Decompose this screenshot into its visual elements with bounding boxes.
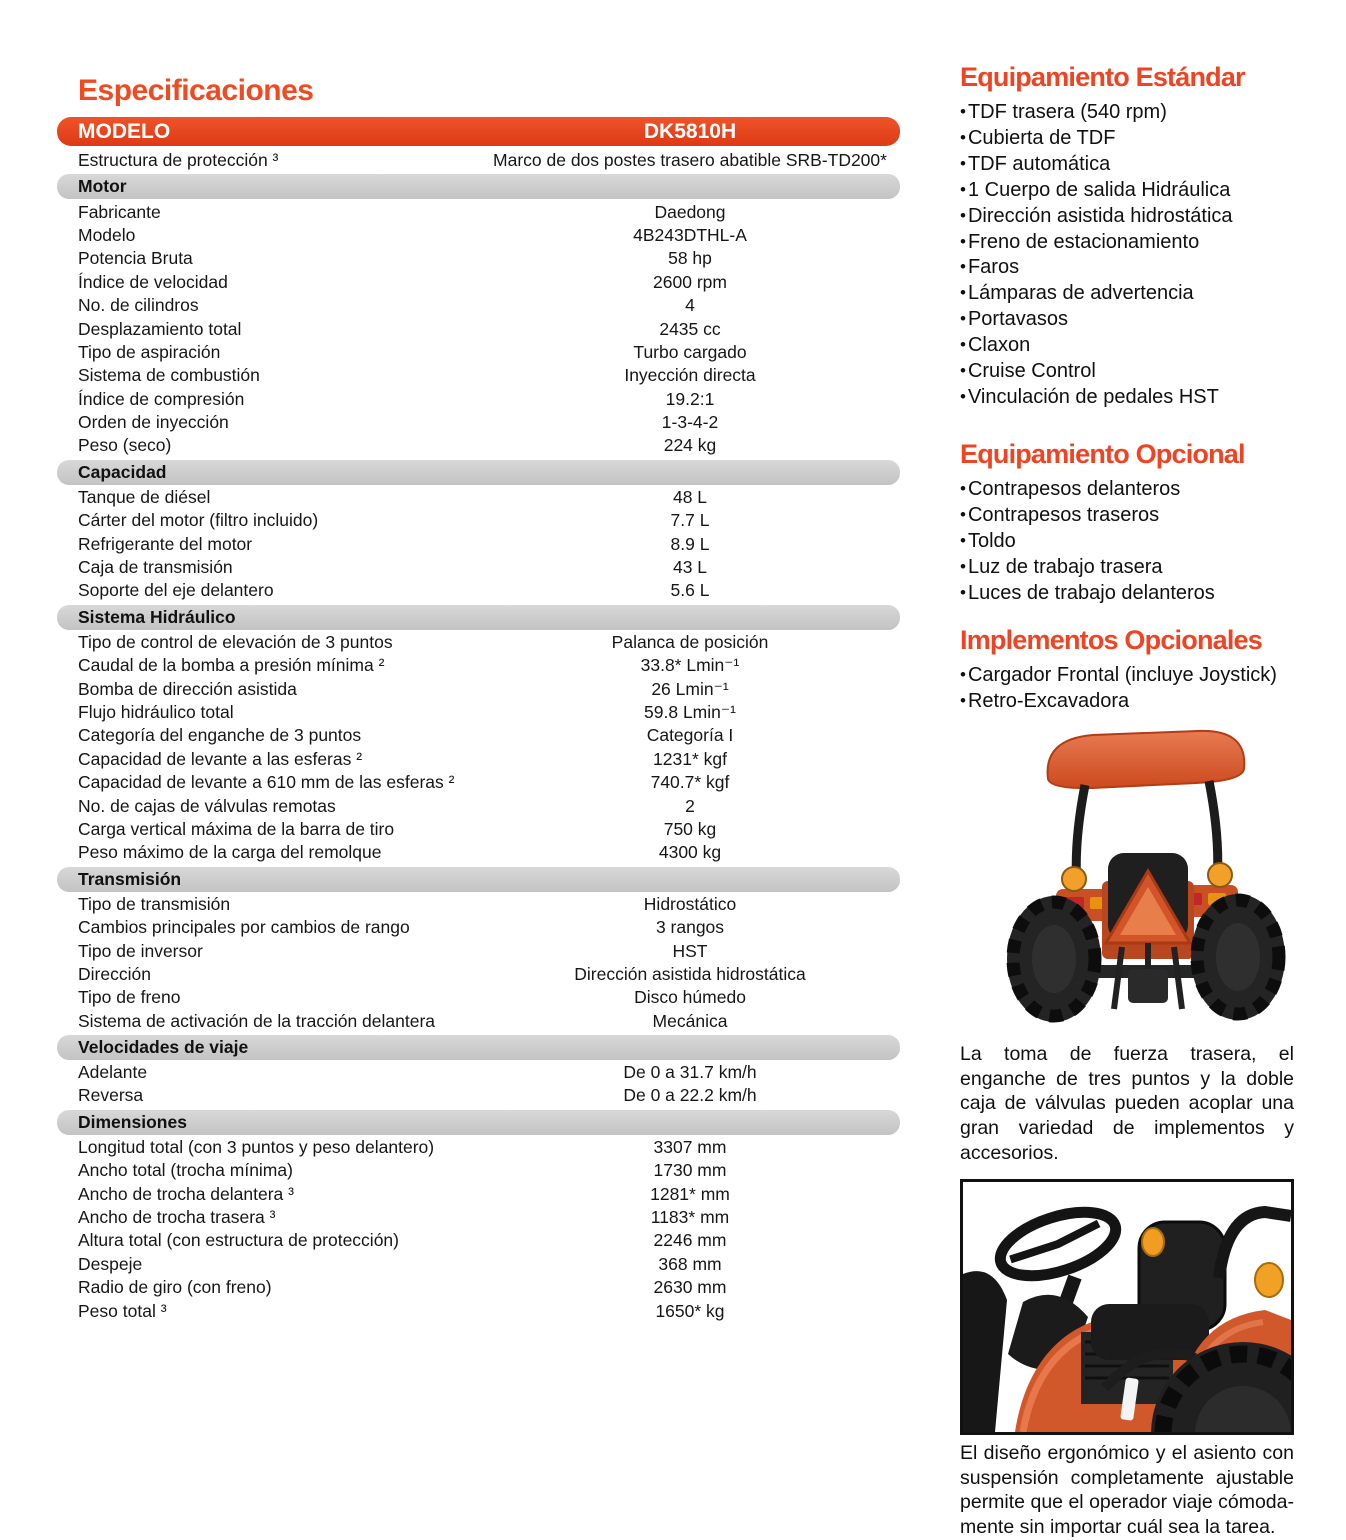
spec-value: 4B243DTHL-A [633, 224, 747, 245]
spec-row [57, 841, 900, 864]
spec-value: Hidrostático [643, 893, 737, 914]
spec-value: 26 Lmin⁻¹ [651, 678, 729, 699]
spec-row [57, 1182, 900, 1205]
list-item: • 1 Cuerpo de salida Hidráulica [960, 178, 1294, 204]
rear-tire-left [1007, 896, 1101, 1022]
spec-label: Dirección [78, 963, 151, 984]
spec-label: Ancho total (trocha mínima) [78, 1160, 293, 1181]
spec-label: Ancho de trocha delantera ³ [78, 1183, 294, 1204]
spec-row [57, 1229, 900, 1252]
spec-label: Bomba de dirección asistida [78, 678, 297, 699]
spec-label: Capacidad de levante a 610 mm de las esferas ² [78, 772, 455, 793]
spec-row [57, 271, 900, 294]
spec-value: 2 [685, 795, 695, 816]
spec-value: 48 L [672, 486, 708, 507]
list-item: • Contrapesos traseros [960, 503, 1294, 529]
spec-label: Modelo [78, 224, 136, 245]
spec-row [57, 986, 900, 1009]
spec-row [57, 149, 900, 172]
spec-label: Desplazamiento total [78, 318, 242, 339]
spec-row [57, 224, 900, 247]
spec-row [57, 1136, 900, 1159]
spec-label: Fabricante [78, 201, 161, 222]
spacer [960, 411, 1294, 439]
spec-label: Índice de compresión [78, 388, 245, 409]
spec-label: Índice de velocidad [78, 271, 228, 292]
spec-row [57, 1159, 900, 1182]
tractor-rear-view-image [998, 721, 1293, 1023]
spec-label: Reversa [78, 1085, 144, 1106]
spec-value: 2600 rpm [653, 271, 727, 292]
amber-light-right [1208, 863, 1232, 887]
spec-label: Potencia Bruta [78, 248, 193, 269]
standard-equipment-list [960, 100, 1294, 411]
section-header: Velocidades de viaje [57, 1035, 900, 1060]
model-header-label: MODELO [78, 119, 171, 143]
spec-label: Cárter del motor (filtro incluido) [78, 510, 319, 531]
section-header: Sistema Hidráulico [57, 605, 900, 630]
spec-label: Soporte del eje delantero [78, 580, 274, 601]
spec-value: 1231* kgf [653, 748, 727, 769]
list-item: • Lámparas de advertencia [960, 281, 1294, 307]
spec-value: 4 [685, 295, 695, 316]
spec-row [57, 916, 900, 939]
caption-seat: El diseño ergonómico y el asiento con suspensión completamente ajustable permite que el operador viaje cómoda- mente sin importar cuál sea la tarea. [960, 1442, 1294, 1538]
spec-label: Longitud total (con 3 puntos y peso delantero) [78, 1136, 435, 1157]
optional-implements-title: Implementos Opcionales [960, 625, 1262, 656]
list-item: • Retro-Excavadora [960, 689, 1294, 715]
spec-row [57, 247, 900, 270]
list-item: • Cruise Control [960, 359, 1294, 385]
spec-value: 2246 mm [653, 1230, 727, 1251]
amber-light-outer [1255, 1263, 1283, 1297]
spec-value: 43 L [672, 557, 708, 578]
spec-label: Adelante [78, 1062, 148, 1083]
spec-row [57, 388, 900, 411]
spec-value: 58 hp [668, 248, 712, 269]
list-item: • Luz de trabajo trasera [960, 555, 1294, 581]
spec-value: 3 rangos [655, 917, 725, 938]
spec-value: Daedong [654, 201, 726, 222]
list-item: • TDF automática [960, 152, 1294, 178]
spec-value: 224 kg [663, 435, 717, 456]
spec-value: 19.2:1 [665, 388, 715, 409]
spec-value: 4300 kg [658, 842, 722, 863]
list-item: • Dirección asistida hidrostática [960, 204, 1294, 230]
spec-row [57, 294, 900, 317]
spec-value: Categoría I [646, 725, 734, 746]
spec-row [57, 486, 900, 509]
spec-value: 1650* kg [655, 1300, 725, 1321]
list-item: • Claxon [960, 333, 1294, 359]
spec-value: 2435 cc [659, 318, 721, 339]
spec-value: De 0 a 31.7 km/h [623, 1062, 757, 1083]
sidebar [960, 62, 1294, 1540]
spec-value: 368 mm [658, 1253, 722, 1274]
spec-value: 1-3-4-2 [661, 412, 719, 433]
spec-label: No. de cajas de válvulas remotas [78, 795, 336, 816]
optional-implements-list [960, 663, 1294, 715]
spec-row [57, 724, 900, 747]
amber-light-inner [1142, 1228, 1164, 1256]
spec-label: Carga vertical máxima de la barra de tiro [78, 818, 395, 839]
spec-row [57, 556, 900, 579]
spec-value: HST [672, 940, 708, 961]
spec-label: Peso (seco) [78, 435, 172, 456]
model-header-bar [57, 117, 900, 146]
list-item: • Freno de estacionamiento [960, 230, 1294, 256]
section-header: Motor [57, 174, 900, 199]
spec-value: De 0 a 22.2 km/h [623, 1085, 757, 1106]
section-header: Transmisión [57, 867, 900, 892]
spec-table [57, 149, 900, 1323]
spec-label: Tipo de inversor [78, 940, 203, 961]
spec-label: Caudal de la bomba a presión mínima ² [78, 655, 385, 676]
spec-label: Tipo de transmisión [78, 893, 231, 914]
spec-value: Mecánica [652, 1010, 728, 1031]
caption-hitch: La toma de fuerza trasera, el enganche de tres puntos y la doble caja de válvulas pueden acoplar una gran variedad de implementos y accesorios. [960, 1043, 1294, 1164]
spec-row [57, 579, 900, 602]
spec-row [57, 818, 900, 841]
spec-row [57, 411, 900, 434]
page-title: Especificaciones [78, 74, 314, 107]
list-item: • Luces de trabajo delanteros [960, 581, 1294, 607]
rear-tire-right [1191, 894, 1285, 1020]
spec-label: Peso total ³ [78, 1300, 167, 1321]
spec-row [57, 434, 900, 457]
spec-value: 1730 mm [653, 1160, 727, 1181]
spec-label: Cambios principales por cambios de rango [78, 917, 410, 938]
spec-value: Palanca de posición [611, 631, 769, 652]
spec-row [57, 1253, 900, 1276]
spec-label: Estructura de protección ³ [78, 150, 279, 171]
list-item: • Cubierta de TDF [960, 126, 1294, 152]
spec-value: 2630 mm [653, 1277, 727, 1298]
amber-light-left [1062, 867, 1086, 891]
spec-sheet [57, 74, 900, 1323]
spec-value: 750 kg [663, 818, 717, 839]
spec-label: Despeje [78, 1253, 143, 1274]
spec-label: Categoría del enganche de 3 puntos [78, 725, 362, 746]
spec-row [57, 1299, 900, 1322]
spec-row [57, 794, 900, 817]
spec-label: Ancho de trocha trasera ³ [78, 1207, 276, 1228]
spec-row [57, 939, 900, 962]
spec-value: 1183* mm [650, 1207, 730, 1228]
list-item: • Toldo [960, 529, 1294, 555]
spec-label: Radio de giro (con freno) [78, 1277, 272, 1298]
spec-value: Marco de dos postes trasero abatible SRB-TD200* [493, 150, 887, 171]
list-item: • Cargador Frontal (incluye Joystick) [960, 663, 1294, 689]
spec-value: 5.6 L [670, 580, 710, 601]
spec-row [57, 1010, 900, 1033]
spec-value: Inyección directa [624, 365, 756, 386]
spec-label: Orden de inyección [78, 412, 229, 433]
optional-equipment-title: Equipamiento Opcional [960, 438, 1245, 469]
spec-row [57, 677, 900, 700]
spec-row [57, 771, 900, 794]
spec-row [57, 341, 900, 364]
spec-value: 740.7* kgf [650, 772, 730, 793]
spec-row [57, 1084, 900, 1107]
spec-label: No. de cilindros [78, 295, 199, 316]
spec-row [57, 963, 900, 986]
spec-row [57, 654, 900, 677]
spec-value: Disco húmedo [634, 987, 746, 1008]
spec-label: Peso máximo de la carga del remolque [78, 842, 382, 863]
spec-label: Caja de transmisión [78, 557, 233, 578]
spec-value: 33.8* Lmin⁻¹ [640, 655, 740, 676]
spec-value: 59.8 Lmin⁻¹ [644, 702, 736, 722]
spec-row [57, 200, 900, 223]
spec-row [57, 532, 900, 555]
spec-row [57, 1206, 900, 1229]
section-header: Dimensiones [57, 1110, 900, 1135]
spec-label: Tanque de diésel [78, 486, 211, 507]
spec-label: Sistema de activación de la tracción delantera [78, 1010, 436, 1031]
spec-row [57, 509, 900, 532]
spec-value: 7.7 L [670, 510, 710, 531]
spec-label: Tipo de freno [78, 987, 181, 1008]
section-header: Capacidad [57, 460, 900, 485]
standard-equipment-title: Equipamiento Estándar [960, 62, 1245, 92]
spec-label: Sistema de combustión [78, 365, 260, 386]
list-item: • TDF trasera (540 rpm) [960, 100, 1294, 126]
optional-equipment-list [960, 477, 1294, 607]
spec-value: Dirección asistida hidrostática [574, 963, 806, 984]
operator-seat-image [963, 1182, 1291, 1432]
spec-row [57, 1061, 900, 1084]
model-header-value: DK5810H [643, 119, 737, 143]
spec-value: 8.9 L [670, 533, 710, 554]
spec-value: Turbo cargado [633, 341, 747, 362]
spec-row [57, 631, 900, 654]
spec-row [57, 317, 900, 340]
spec-row [57, 1276, 900, 1299]
spec-label: Tipo de control de elevación de 3 puntos [78, 631, 393, 652]
spec-row [57, 893, 900, 916]
spec-label: Flujo hidráulico total [78, 702, 234, 722]
spec-row [57, 364, 900, 387]
spec-value: 3307 mm [653, 1136, 727, 1157]
list-item: • Contrapesos delanteros [960, 477, 1294, 503]
operator-seat-photo-frame [960, 1179, 1294, 1435]
spec-row [57, 701, 900, 724]
spec-label: Tipo de aspiración [78, 341, 221, 362]
spacer [960, 606, 1294, 625]
list-item: • Portavasos [960, 307, 1294, 333]
spec-label: Altura total (con estructura de protección) [78, 1230, 399, 1251]
spec-value: 1281* mm [650, 1183, 730, 1204]
spec-row [57, 748, 900, 771]
list-item: • Faros [960, 255, 1294, 281]
list-item: • Vinculación de pedales HST [960, 385, 1294, 411]
spec-label: Refrigerante del motor [78, 533, 253, 554]
spec-label: Capacidad de levante a las esferas ² [78, 748, 363, 769]
